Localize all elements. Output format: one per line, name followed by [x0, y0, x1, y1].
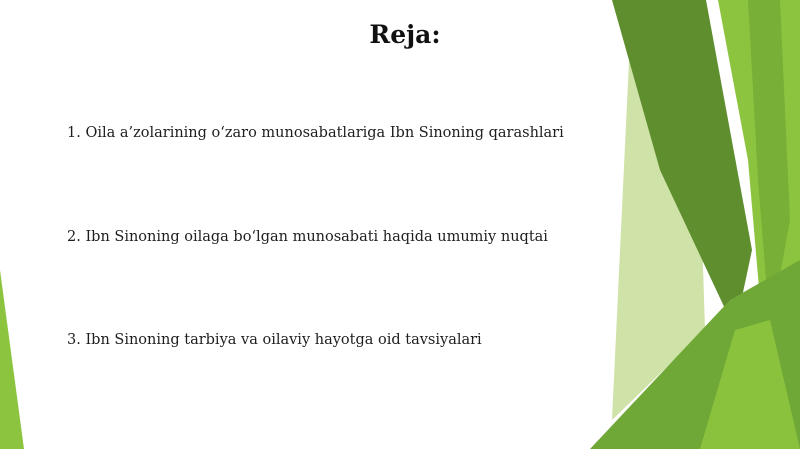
plan-item-3: 3. Ibn Sinoning tarbiya va oilaviy hayotga oid tavsiyalari [67, 332, 482, 348]
left-green-sliver [0, 270, 24, 449]
plan-item-1: 1. Oila a’zolarining o‘zaro munosabatlariga Ibn Sinoning qarashlari [67, 125, 564, 141]
plan-item-2: 2. Ibn Sinoning oilaga bo‘lgan munosabati haqida umumiy nuqtai [67, 229, 548, 245]
slide-title: Reja: [369, 20, 441, 49]
